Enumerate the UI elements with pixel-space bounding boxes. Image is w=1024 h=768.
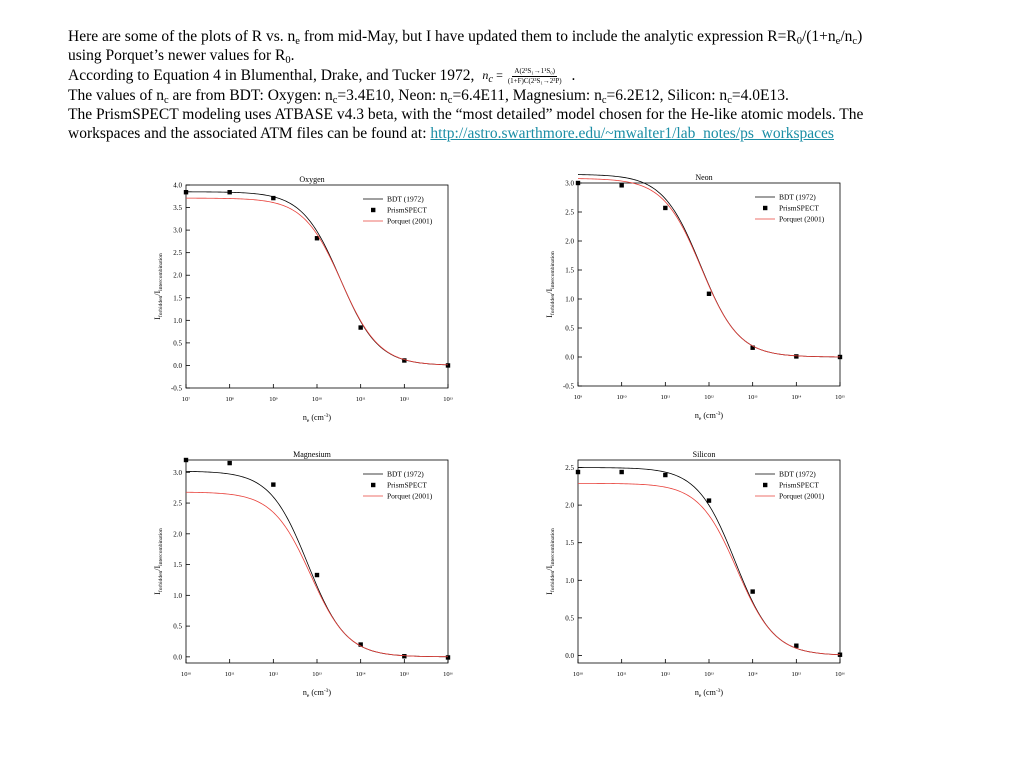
x-tick-label: 10⁹: [573, 394, 583, 401]
legend-label: Porquet (2001): [779, 491, 825, 501]
legend-label: PrismSPECT: [387, 205, 428, 215]
data-point: [446, 363, 450, 367]
legend-label: Porquet (2001): [387, 216, 433, 226]
series-line: [578, 175, 840, 357]
x-tick-label: 10¹²: [399, 396, 410, 403]
y-tick-label: 2.0: [173, 271, 182, 280]
y-axis-label: $I_{forbidden}/I_{intercombination}$: [545, 528, 556, 595]
workspaces-link[interactable]: http://astro.swarthmore.edu/~mwalter1/lab_notes/ps_workspaces: [430, 125, 834, 143]
x-tick-label: 10¹⁰: [572, 671, 584, 678]
y-tick-label: 1.0: [173, 591, 182, 600]
x-tick-label: 10¹³: [704, 671, 714, 678]
x-tick-label: 10¹⁵: [399, 671, 410, 678]
y-axis-label: $I_{forbidden}/I_{intercombination}$: [153, 253, 164, 320]
equation-numerator: A(2³S₁→1¹S₀): [514, 66, 556, 75]
y-tick-label: 0.5: [173, 622, 182, 631]
plot-frame: [578, 460, 840, 663]
legend-marker: [371, 483, 375, 487]
x-tick-label: 10¹¹: [660, 394, 671, 401]
data-point: [576, 470, 580, 474]
x-tick-label: 10¹⁴: [791, 394, 802, 401]
y-tick-label: 1.0: [565, 295, 574, 304]
x-tick-label: 10¹⁰: [616, 394, 627, 401]
y-tick-label: 0.5: [173, 339, 182, 348]
intro-line-5: The PrismSPECT modeling uses ATBASE v4.3 beta, with the “most detailed” model chosen for the He-like atomic models. The: [68, 105, 864, 123]
legend-marker: [371, 208, 375, 212]
y-tick-label: 0.0: [173, 361, 182, 370]
chart-oxygen: [140, 168, 470, 430]
data-point: [794, 354, 798, 358]
y-tick-label: 1.0: [173, 316, 182, 325]
chart-title: Oxygen: [299, 175, 325, 184]
y-tick-label: -0.5: [562, 382, 574, 391]
legend-label: PrismSPECT: [779, 480, 820, 490]
data-point: [184, 458, 188, 462]
y-axis-label: $I_{forbidden}/I_{intercombination}$: [545, 251, 556, 318]
intro-line-4: The values of $n_c$ are from BDT: Oxygen: $n_c=3.4E10$, Neon: $n_c=6.4E11$, Magnesium: $n_c=6.2E12$, Silicon: $n_c=4.0E13$.: [68, 86, 789, 106]
data-point: [271, 482, 275, 486]
x-tick-label: 10¹⁶: [835, 671, 845, 678]
x-axis-label: $n_e$ $(cm^{-3})$: [302, 413, 332, 424]
chart-title: Magnesium: [293, 450, 331, 459]
y-tick-label: 1.5: [565, 266, 574, 275]
x-axis-label: $n_e$ $(cm^{-3})$: [694, 688, 724, 699]
legend-label: BDT (1972): [387, 194, 424, 204]
data-point: [271, 196, 275, 200]
chart-oxygen-svg: [140, 168, 470, 430]
x-tick-label: 10¹²: [704, 394, 714, 401]
legend-label: BDT (1972): [779, 469, 816, 479]
x-axis-label: $n_e$ $(cm^{-3})$: [694, 411, 724, 422]
data-point: [663, 473, 667, 477]
y-tick-label: 3.0: [173, 468, 182, 477]
x-tick-label: 10¹²: [268, 671, 279, 678]
x-tick-label: 10¹⁴: [747, 671, 758, 678]
chart-neon-svg: [532, 166, 862, 428]
x-tick-label: 10⁸: [225, 396, 234, 403]
plot-frame: [186, 460, 448, 663]
x-tick-label: 10¹³: [312, 671, 322, 678]
y-tick-label: 0.5: [565, 614, 574, 623]
equation-denominator: (1+F)C(2³S₁→2³P): [507, 76, 562, 85]
data-point: [402, 654, 406, 658]
series-line: [578, 480, 840, 654]
y-tick-label: 3.0: [173, 226, 182, 235]
chart-magnesium-svg: [140, 443, 470, 705]
x-axis-label: $n_e$ $(cm^{-3})$: [302, 688, 332, 699]
data-point: [794, 644, 798, 648]
chart-silicon-svg: [532, 443, 862, 705]
y-tick-label: 0.5: [565, 324, 574, 333]
data-point: [315, 573, 319, 577]
data-point: [707, 292, 711, 296]
chart-title: Neon: [695, 173, 713, 182]
y-tick-label: 1.5: [173, 294, 182, 303]
data-point: [446, 655, 450, 659]
y-tick-label: 1.5: [173, 561, 182, 570]
equation-nc: $n_c$ = $\frac{\text{A(2³S₁→1¹S₀)}}{\text{(1+F)C(2³S₁→2³P)}}$: [482, 66, 562, 86]
y-tick-label: 2.0: [173, 530, 182, 539]
y-tick-label: 1.5: [565, 539, 574, 548]
x-tick-label: 10¹³: [747, 394, 758, 401]
data-point: [227, 461, 231, 465]
y-tick-label: 3.5: [173, 204, 182, 213]
x-tick-label: 10⁷: [181, 396, 191, 403]
data-point: [619, 183, 623, 187]
y-tick-label: 2.0: [565, 237, 574, 246]
plot-frame: [186, 185, 448, 388]
x-tick-label: 10¹⁵: [791, 671, 802, 678]
chart-title: Silicon: [692, 450, 716, 459]
x-tick-label: 10¹⁶: [443, 671, 453, 678]
legend-label: Porquet (2001): [387, 491, 433, 501]
intro-line-3: According to Equation 4 in Blumenthal, Drake, and Tucker 1972, $n_c$ = $\frac{\text{A(2³S₁→1¹S₀)}}{\text{(1+F)C(2³S₁→2³P)}}$ .: [68, 66, 576, 86]
y-tick-label: 3.0: [565, 179, 574, 188]
y-tick-label: 2.5: [173, 249, 182, 258]
y-axis-label: $I_{forbidden}/I_{intercombination}$: [153, 528, 164, 595]
legend-label: PrismSPECT: [779, 203, 820, 213]
x-tick-label: 10¹¹: [224, 671, 235, 678]
x-tick-label: 10¹²: [660, 671, 671, 678]
y-tick-label: 2.5: [565, 208, 574, 217]
legend-label: PrismSPECT: [387, 480, 428, 490]
x-tick-label: 10¹⁰: [180, 671, 192, 678]
x-tick-label: 10⁹: [269, 396, 278, 403]
x-tick-label: 10¹³: [443, 396, 453, 403]
y-tick-label: 4.0: [173, 181, 182, 190]
y-tick-label: 0.0: [173, 653, 182, 662]
data-point: [750, 589, 754, 593]
data-point: [358, 325, 362, 329]
y-tick-label: 1.0: [565, 576, 574, 585]
intro-line-2: using Porquet’s newer values for $R_0$.: [68, 47, 295, 67]
data-point: [184, 190, 188, 194]
data-point: [707, 498, 711, 502]
intro-text: [68, 27, 1008, 144]
legend-marker: [763, 483, 767, 487]
chart-neon: [532, 166, 862, 428]
chart-magnesium: [140, 443, 470, 705]
y-tick-label: -0.5: [170, 384, 182, 393]
legend-marker: [763, 206, 767, 210]
x-tick-label: 10¹¹: [355, 396, 366, 403]
data-point: [576, 181, 580, 185]
intro-line-1: Here are some of the plots of R vs. $n_e$ from mid-May, but I have updated them to include the analytic expression $R=R_0/(1+n_e/n_c)$: [68, 28, 863, 47]
legend-label: Porquet (2001): [779, 214, 825, 224]
y-tick-label: 2.5: [565, 464, 574, 473]
x-tick-label: 10¹⁰: [311, 396, 323, 403]
y-tick-label: 2.0: [565, 501, 574, 510]
legend-label: BDT (1972): [779, 192, 816, 202]
y-tick-label: 0.0: [565, 651, 574, 660]
chart-silicon: [532, 443, 862, 705]
y-tick-label: 2.5: [173, 499, 182, 508]
data-point: [663, 206, 667, 210]
intro-line-6: workspaces and the associated ATM files can be found at: http://astro.swarthmore.edu/~mwalter1/lab_notes/ps_workspaces: [68, 125, 834, 143]
data-point: [227, 190, 231, 194]
x-tick-label: 10¹¹: [616, 671, 627, 678]
x-tick-label: 10¹⁴: [355, 671, 366, 678]
data-point: [619, 470, 623, 474]
y-tick-label: 0.0: [565, 353, 574, 362]
legend-label: BDT (1972): [387, 469, 424, 479]
x-tick-label: 10¹⁵: [835, 394, 845, 401]
